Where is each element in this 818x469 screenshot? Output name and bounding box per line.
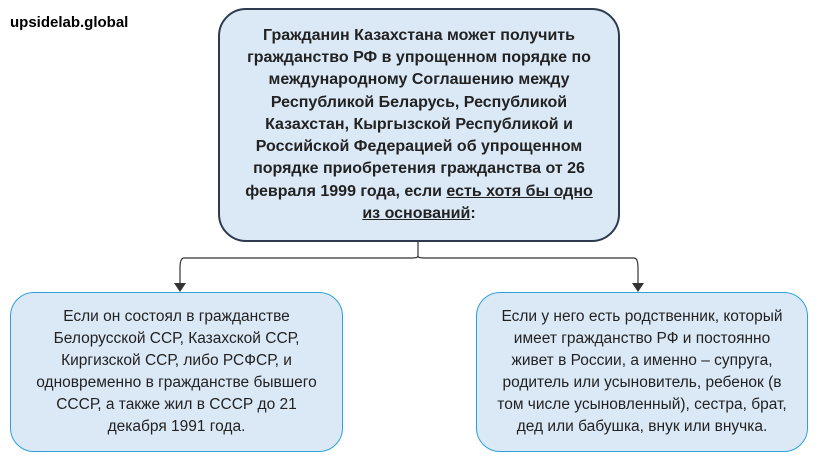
- main-condition-body: Гражданин Казахстана может получить гражданство РФ в упрощенном порядке по международному Соглашению между Республикой Беларусь, Республикой Казахстан, Кыргызской Республикой и Российской Федерацией об упрощенном порядке приобретения гражданства от 26 февраля 1999 года, если: [245, 27, 591, 200]
- connector-left: [180, 242, 418, 284]
- arrowhead-right: [632, 283, 644, 292]
- main-condition-underlined: есть хотя бы одно из оснований: [362, 182, 593, 222]
- ground-text-right: Если у него есть родственник, который имеет гражданство РФ и постоянно живет в России, а именно – супруга, родитель или усыновитель, ребенок (в том числе усыновленный), сестра, брат, дед или бабушка, внук или внучка.: [497, 308, 787, 435]
- main-condition-tail: :: [470, 204, 476, 222]
- main-condition-text: [236, 25, 602, 225]
- arrowhead-left: [174, 283, 186, 292]
- connector-right: [418, 256, 638, 284]
- watermark: upsidelab.global: [10, 14, 129, 31]
- ground-box-right: [476, 292, 808, 452]
- ground-text-left: Если он состоял в гражданстве Белорусской ССР, Казахской ССР, Киргизской ССР, либо РСФСР, и одновременно в гражданстве бывшего СССР, а также жил в СССР до 21 декабря 1991 года.: [36, 308, 317, 435]
- ground-box-left: [10, 292, 343, 452]
- main-condition-box: [218, 8, 620, 242]
